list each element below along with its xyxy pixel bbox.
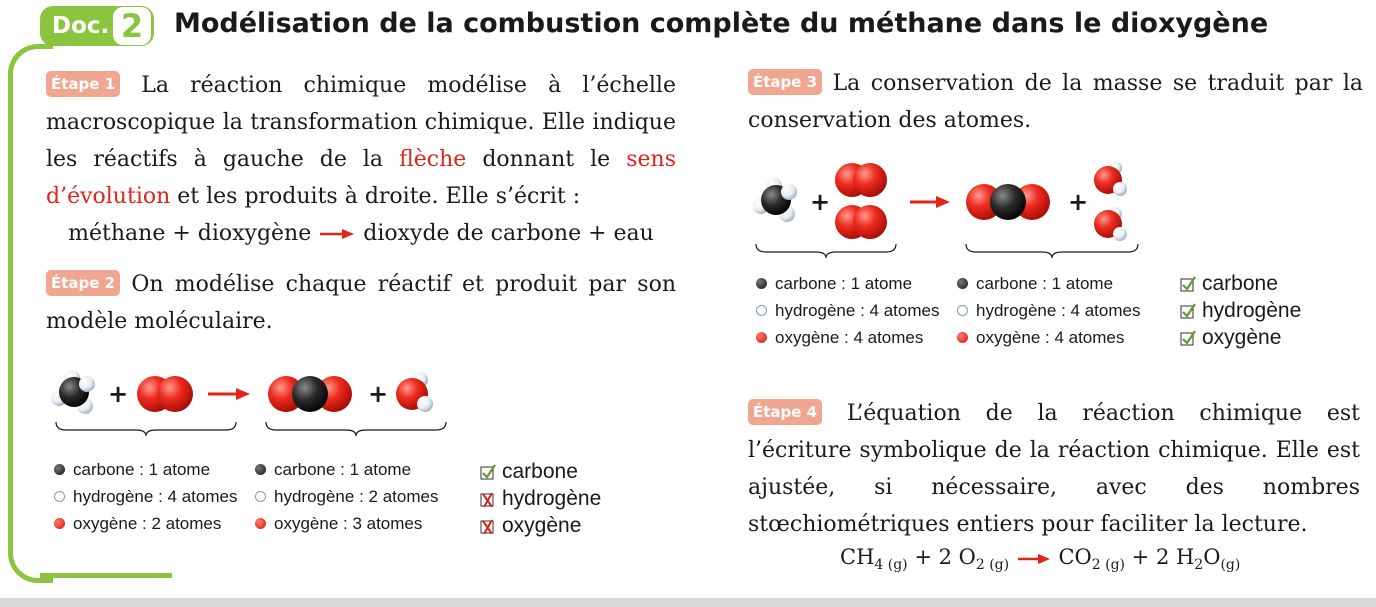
hydrogen-dot-icon [957,305,968,316]
document-title: Modélisation de la combustion complète du méthane dans le dioxygène [174,8,1269,39]
carbon-dioxide-molecule [966,184,1050,220]
etape2-checklist [480,458,601,539]
frame-bottom-line [40,573,172,578]
doc-badge [40,6,154,46]
etape1-text-c: et les produits à droite. Elle s’écrit : [170,184,581,209]
products-brace [266,422,446,436]
check-row-hydrogen: hydrogène [1180,297,1301,324]
checkbox-cross-icon [480,518,496,534]
legend-row-oxygen: oxygène : 3 atomes [255,510,438,537]
plus-sign: + [368,380,389,408]
bottom-divider [0,598,1376,607]
reaction-arrow-icon [318,227,356,241]
reactants-brace [756,244,896,258]
plus-sign: + [1068,188,1089,216]
etape2-products-legend [255,456,438,537]
products-brace [966,244,1138,258]
legend-row-carbon: carbone : 1 atome [756,270,939,297]
word-equation [46,215,676,252]
etape4-paragraph [748,395,1360,543]
check-row-carbon: carbone [480,458,601,485]
etape1-text-a: La réaction chimique modélise à l’échelle macroscopique la transformation chimique. Elle indique les réactifs à gauche de la [46,73,676,172]
hydrogen-dot-icon [54,491,65,502]
carbon-dot-icon [255,464,266,475]
carbon-dot-icon [54,464,65,475]
legend-row-carbon: carbone : 1 atome [255,456,438,483]
oxygen-dot-icon [54,518,65,529]
legend-row-carbon: carbone : 1 atome [54,456,237,483]
reaction-arrow-icon [910,196,950,208]
checkbox-cross-icon [480,491,496,507]
checkbox-check-icon [1180,303,1196,319]
oxygen-dot-icon [255,518,266,529]
etape3-products-legend [957,270,1140,351]
dioxygen-molecule [835,163,887,197]
etape3-tag: Étape 3 [748,69,822,95]
reaction-arrow-icon [208,388,250,400]
doc-badge-number: 2 [113,7,151,45]
carbon-dot-icon [756,278,767,289]
reactants-brace [56,422,236,436]
legend-row-hydrogen: hydrogène : 4 atomes [957,297,1140,324]
checkbox-check-icon [480,464,496,480]
etape1-tag: Étape 1 [46,71,120,97]
carbon-dioxide-molecule [268,376,352,412]
methane-molecule [51,370,95,414]
check-row-hydrogen: hydrogène [480,485,601,512]
check-row-oxygen: oxygène [480,512,601,539]
etape4-text: L’équation de la réaction chimique est l’écriture symbolique de la réaction chimique. Elle est ajustée, si nécessaire, avec des nombres stœchiométriques entiers pour faciliter la lecture. [748,401,1360,537]
checkbox-check-icon [1180,276,1196,292]
etape2-molecules [50,362,470,444]
etape4-tag: Étape 4 [748,399,822,425]
legend-row-hydrogen: hydrogène : 4 atomes [756,297,939,324]
reaction-arrow-icon [1016,552,1052,566]
dioxygen-molecule [835,205,887,239]
etape1-highlight-fleche: flèche [399,147,467,172]
hydrogen-dot-icon [255,491,266,502]
hydrogen-dot-icon [756,305,767,316]
doc-badge-word: Doc. [52,13,110,39]
legend-row-oxygen: oxygène : 4 atomes [957,324,1140,351]
etape3-paragraph [748,65,1363,139]
etape2-reactants-legend [54,456,237,537]
check-row-carbon: carbone [1180,270,1301,297]
checkbox-check-icon [1180,330,1196,346]
legend-row-hydrogen: hydrogène : 4 atomes [54,483,237,510]
etape2-text: On modélise chaque réactif et produit par son modèle moléculaire. [46,272,676,334]
etape2-tag: Étape 2 [46,270,120,296]
water-molecule [1094,161,1127,196]
etape3-checklist [1180,270,1301,351]
dioxygen-molecule [137,376,193,412]
carbon-dot-icon [957,278,968,289]
chemical-equation: $CH_{4 (g)} + 2$ $O_{2 (g)}$ $CO_{2 (g)} + 2$ $H_2O_{(g)}$ [840,545,1241,574]
etape3-reactants-legend [756,270,939,351]
word-equation-right: dioxyde de carbone + eau [363,221,654,246]
check-row-oxygen: oxygène [1180,324,1301,351]
legend-row-hydrogen: hydrogène : 2 atomes [255,483,438,510]
plus-sign: + [108,380,129,408]
etape1-paragraph [46,67,676,252]
methane-molecule [753,178,797,222]
legend-row-carbon: carbone : 1 atome [957,270,1140,297]
etape3-text: La conservation de la masse se traduit par la conservation des atomes. [748,71,1363,133]
oxygen-dot-icon [957,332,968,343]
plus-sign: + [810,188,831,216]
etape1-highlight-sens: sens d’évolution [46,147,677,209]
water-molecule [396,372,433,412]
legend-row-oxygen: oxygène : 4 atomes [756,324,939,351]
etape2-paragraph [46,266,676,340]
etape1-text-b: donnant le [466,147,627,172]
legend-row-oxygen: oxygène : 2 atomes [54,510,237,537]
water-molecule [1094,207,1127,241]
etape3-molecules [752,160,1152,264]
oxygen-dot-icon [756,332,767,343]
word-equation-left: méthane + dioxygène [68,221,312,246]
